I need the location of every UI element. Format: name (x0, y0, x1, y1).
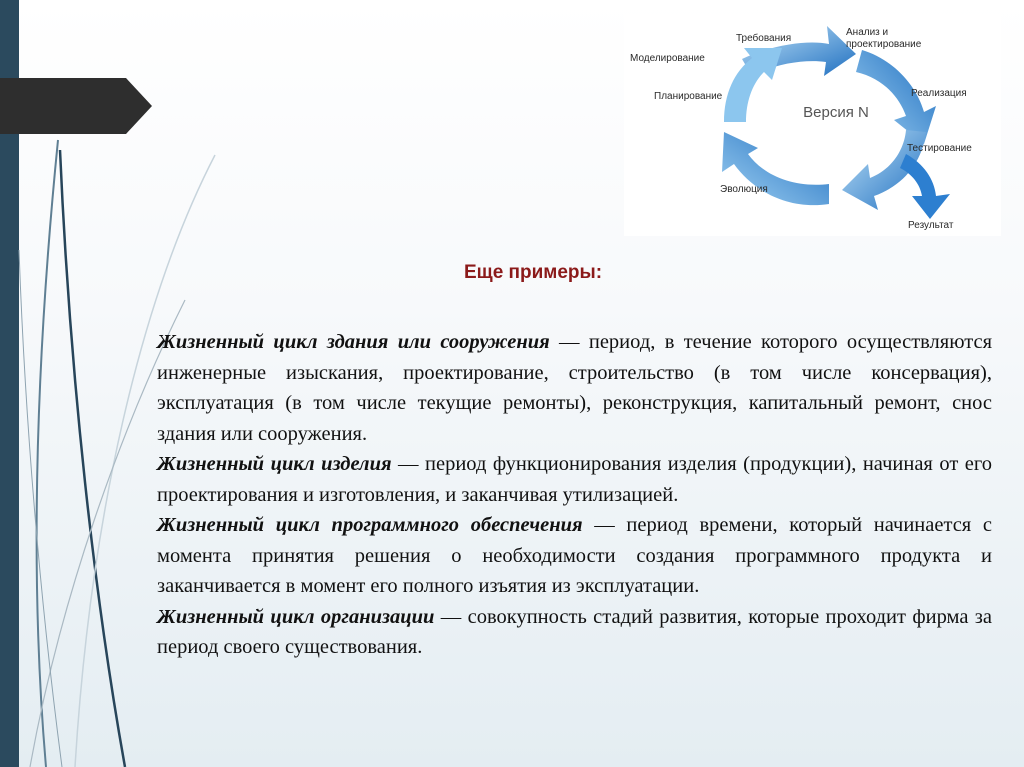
text-product: — период функционирования изделия (продукции), начиная от его проектирования и изготовления, и заканчивая утилизацией. (157, 453, 992, 506)
stage-requirements: Требования (736, 33, 792, 44)
lifecycle-diagram (624, 14, 1001, 236)
term-organization: Жизненный цикл организации (157, 605, 435, 628)
text-software: — период времени, который начинается с момента принятия решения о необходимости создания программного продукта и заканчивается в момент его полного изъятия из эксплуатации. (157, 514, 992, 597)
slide-tab-marker (0, 78, 152, 134)
definition-building (157, 327, 992, 449)
term-product: Жизненный цикл изделия (157, 453, 392, 475)
stage-implementation: Реализация (911, 88, 967, 99)
text-organization: — совокупность стадий развития, которые проходит фирма за период своего существования. (157, 605, 992, 658)
section-heading: Еще примеры: (464, 262, 603, 283)
stage-testing: Тестирование (907, 143, 972, 154)
arrow-result (900, 154, 950, 219)
stage-analysis-line2: проектирование (846, 39, 922, 50)
stage-evolution: Эволюция (720, 184, 768, 195)
term-building: Жизненный цикл здания или сооружения (157, 331, 550, 353)
definitions-text (157, 327, 992, 663)
stage-modeling: Моделирование (630, 53, 705, 64)
stage-analysis-line1: Анализ и (846, 27, 889, 38)
stage-planning: Планирование (654, 91, 723, 102)
stage-result: Результат (908, 220, 954, 231)
arrow-planning (724, 48, 782, 122)
definition-product (157, 449, 992, 510)
definition-organization (157, 602, 992, 663)
definition-software (157, 510, 992, 602)
cycle-arrows (624, 14, 1001, 236)
term-software: Жизненный цикл программного обеспечения (157, 514, 583, 536)
text-building: — период, в течение которого осуществляются инженерные изыскания, проектирование, строительство (в том числе консервация), эксплуатация (в том числе текущие ремонты), реконструкция, капитальный ремонт, снос здания или сооружения. (157, 331, 992, 445)
diagram-center-label: Версия N (803, 104, 869, 121)
